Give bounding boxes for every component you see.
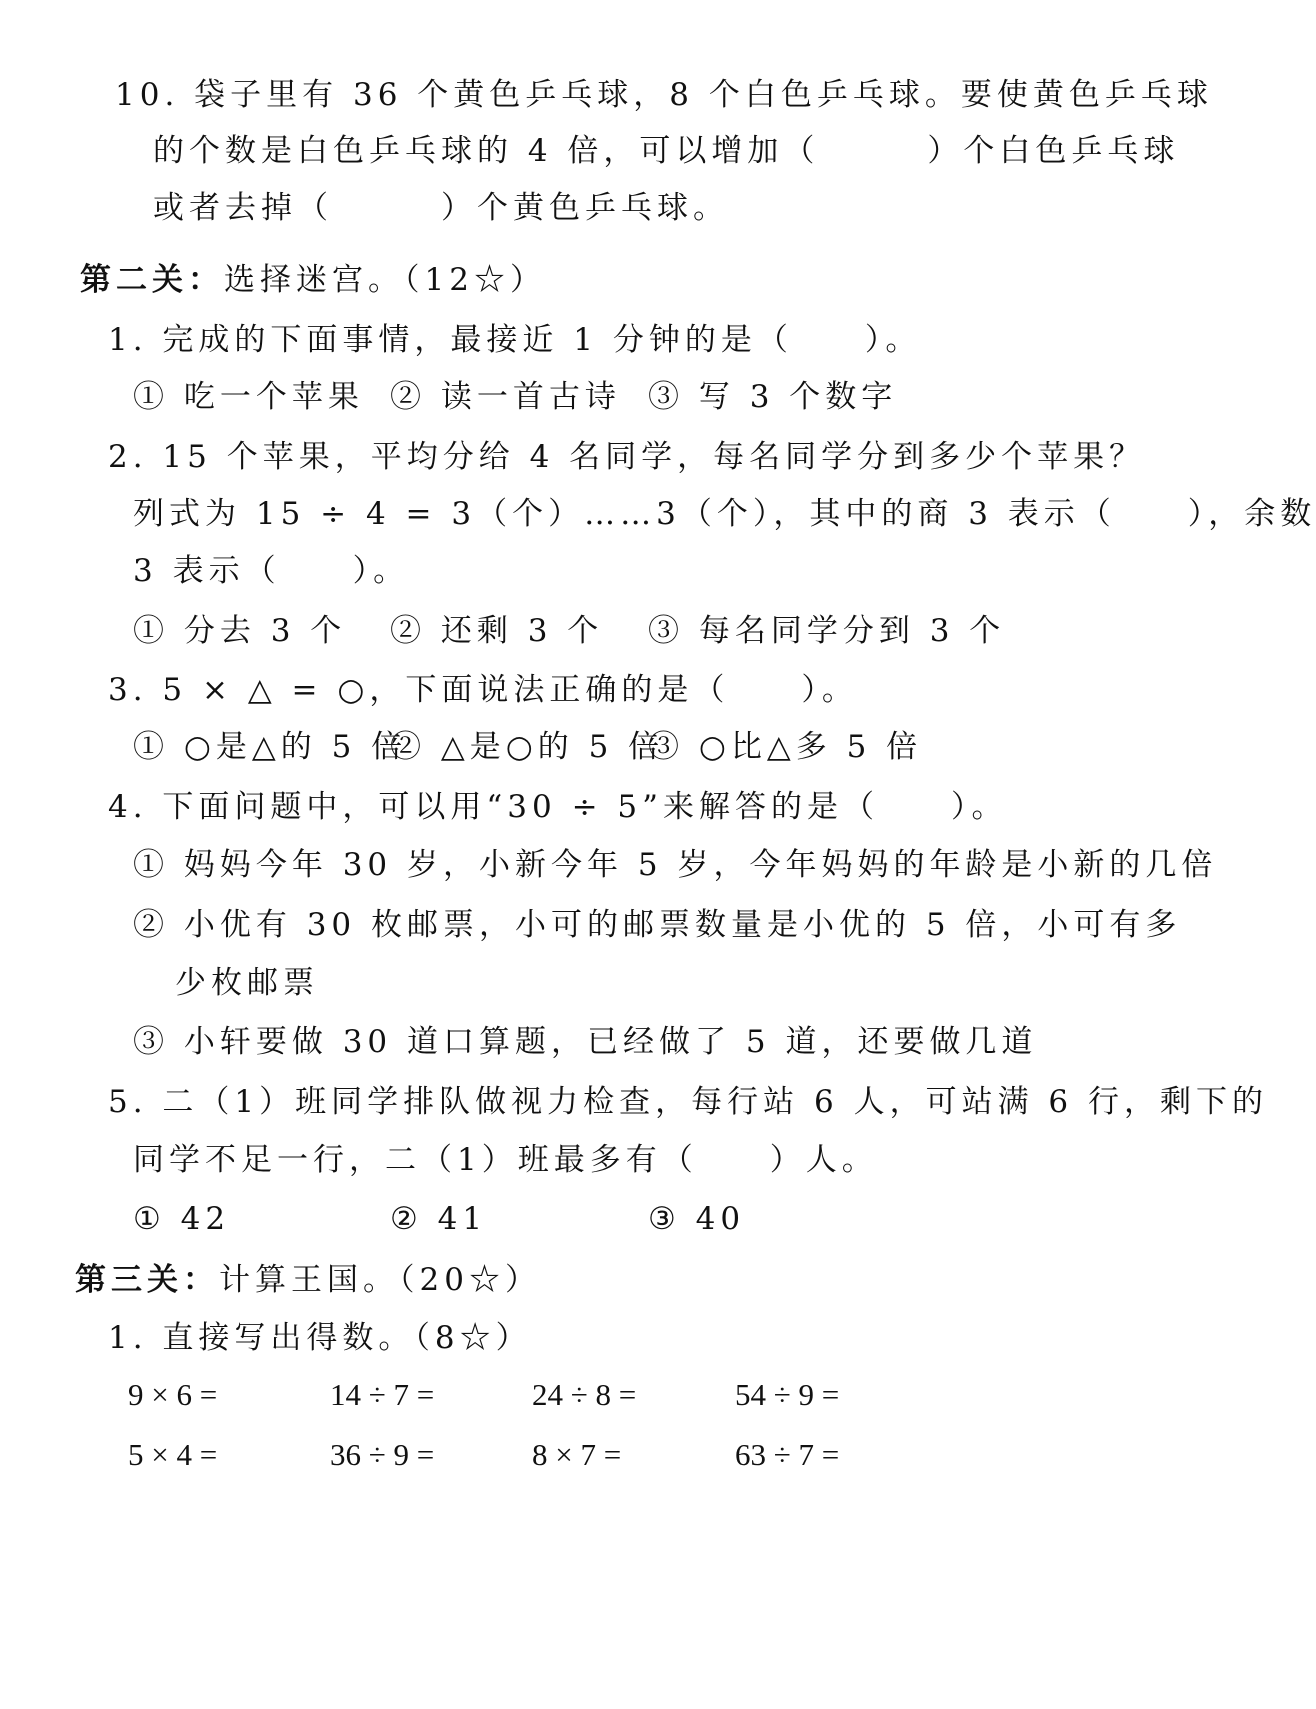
calc-item: 8 × 7 = <box>532 1437 622 1472</box>
choice-q2-option-3: ③ 每名同学分到 3 个 <box>648 613 1006 649</box>
choice-question-2-line-3: 3 表示（ ）。 <box>133 553 410 589</box>
calc-item: 14 ÷ 7 = <box>330 1377 435 1412</box>
choice-question-2-line-2: 列式为 15 ÷ 4 = 3（个）……3（个），其中的商 3 表示（ ），余数 <box>133 496 1316 532</box>
calc-item: 5 × 4 = <box>128 1437 218 1472</box>
calc-item: 63 ÷ 7 = <box>735 1437 840 1472</box>
section-3-label: 第三关： <box>75 1262 219 1298</box>
choice-q1-option-2: ② 读一首古诗 <box>390 379 621 415</box>
calc-item: 36 ÷ 9 = <box>330 1437 435 1472</box>
choice-q1-option-1: ① 吃一个苹果 <box>133 379 364 415</box>
choice-q4-option-2: ② 小优有 30 枚邮票，小可的邮票数量是小优的 5 倍，小可有多 <box>133 907 1182 943</box>
choice-q4-option-3: ③ 小轩要做 30 道口算题，已经做了 5 道，还要做几道 <box>133 1024 1038 1060</box>
calc-item: 24 ÷ 8 = <box>532 1377 637 1412</box>
calc-item: 54 ÷ 9 = <box>735 1377 840 1412</box>
choice-question-5-line-2: 同学不足一行，二（1）班最多有（ ）人。 <box>133 1142 878 1178</box>
section-3-heading <box>75 1260 541 1300</box>
choice-question-1: 1. 完成的下面事情，最接近 1 分钟的是（ ）。 <box>108 322 922 358</box>
choice-question-2-line-1: 2. 15 个苹果，平均分给 4 名同学，每名同学分到多少个苹果？ <box>108 439 1146 475</box>
section-2-title: 选择迷宫。（12☆） <box>224 262 546 298</box>
choice-question-4: 4. 下面问题中，可以用“30 ÷ 5”来解答的是（ ）。 <box>108 789 1008 825</box>
section-3-title: 计算王国。（20☆） <box>219 1262 541 1298</box>
choice-question-3: 3. 5 × △ = ○，下面说法正确的是（ ）。 <box>108 672 858 708</box>
choice-q3-option-1: ① ○是△的 5 倍 <box>133 729 408 765</box>
choice-q4-option-1: ① 妈妈今年 30 岁，小新今年 5 岁，今年妈妈的年龄是小新的几倍 <box>133 847 1218 883</box>
choice-q2-option-1: ① 分去 3 个 <box>133 613 347 649</box>
question-10-line-2: 的个数是白色乒乓球的 4 倍，可以增加（ ）个白色乒乓球 <box>153 133 1180 169</box>
choice-q3-option-2: ② △是○的 5 倍 <box>390 729 665 765</box>
choice-q4-option-2-cont: 少枚邮票 <box>175 965 319 1001</box>
question-10-line-3: 或者去掉（ ）个黄色乒乓球。 <box>153 190 729 226</box>
choice-q1-option-3: ③ 写 3 个数字 <box>648 379 898 415</box>
choice-q5-option-3: ③ 40 <box>648 1201 746 1237</box>
choice-q5-option-1: ① 42 <box>133 1201 231 1237</box>
choice-q5-option-2: ② 41 <box>390 1201 488 1237</box>
question-10-line-1: 10. 袋子里有 36 个黄色乒乓球，8 个白色乒乓球。要使黄色乒乓球 <box>115 77 1213 113</box>
choice-q3-option-3: ③ ○比△多 5 倍 <box>648 729 923 765</box>
choice-question-5-line-1: 5. 二（1）班同学排队做视力检查，每行站 6 人，可站满 6 行，剩下的 <box>108 1084 1269 1120</box>
choice-q2-option-2: ② 还剩 3 个 <box>390 613 604 649</box>
section-2-heading <box>80 260 546 300</box>
calc-item: 9 × 6 = <box>128 1377 218 1412</box>
section-2-label: 第二关： <box>80 262 224 298</box>
calc-subheading: 1. 直接写出得数。（8☆） <box>108 1320 532 1356</box>
